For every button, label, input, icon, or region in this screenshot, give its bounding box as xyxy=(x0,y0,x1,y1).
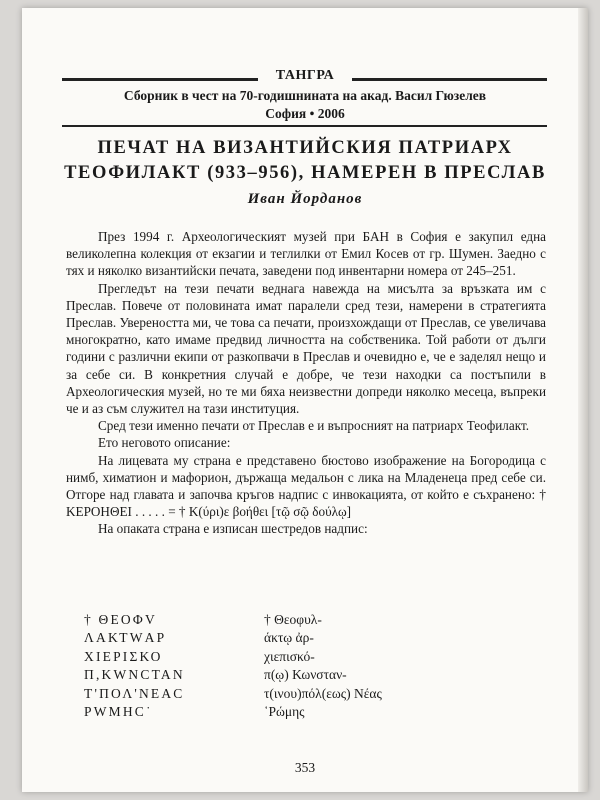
paragraph: На опаката страна е изписан шестредов надпис: xyxy=(98,521,368,537)
transcription-line: χιεπισκό- xyxy=(264,648,315,664)
series-title: ТАНГРА xyxy=(275,68,335,83)
inscription-line: Π,ΚWΝCΤΑΝ xyxy=(84,667,185,683)
book-spine-shadow xyxy=(578,8,588,792)
inscription-line: † ΘΕΟΦV xyxy=(84,612,157,627)
article-title xyxy=(52,136,558,186)
article-author: Иван Йорданов xyxy=(247,191,363,207)
page-number: 353 xyxy=(294,760,316,775)
inscription-line: ΡWΜΗC˙ xyxy=(84,704,153,720)
paragraph: Сред тези именно печати от Преслав е и въпросният на патриарх Теофилакт. xyxy=(98,418,530,434)
transcription-line: τ(ινου)πόλ(εως) Νέας xyxy=(264,685,382,701)
inscription-line: Τ'ΠΟΛ'ΝΕΑC xyxy=(84,685,185,701)
book-page xyxy=(22,8,588,792)
inscription-transcription xyxy=(264,611,524,721)
transcription-line: ῾Ρώμης xyxy=(264,704,305,720)
paragraph: През 1994 г. Археологическият музей при БАН в София е закупил една великолепна колекция от екзагии и теглилки от Емил Косев от гр. Шумен. Заедно с тях и няколко византийски печата, заведени под инвентарни номера от 245–251. xyxy=(66,229,546,279)
article-body xyxy=(66,228,546,538)
transcription-line: † Θεοφυλ- xyxy=(264,612,322,627)
collection-title: Сборник в чест на 70-годишнината на акад. Васил Гюзелев xyxy=(123,88,487,103)
article-title-line-1: ПЕЧАТ НА ВИЗАНТИЙСКИЯ ПАТРИАРХ xyxy=(97,138,513,158)
header-divider xyxy=(62,125,547,127)
inscription-line: ΧΙΕΡΙΣΚΟ xyxy=(84,648,163,664)
paragraph: Прегледът на тези печати веднага навежда на мисълта за връзката им с Преслав. Повече от половината имат паралели сред тези, намерени в стратегията Преслав. Увереността ми, че това са печати, произхождащи от Преслав, се увеличава многократно, като имаме предвид личността на собственика. Той работи от дълги години с различни екипи от разкопвачи в Преслав и очевидно е, че е заделял нещо и за себе си. В конкретния случай е добре, че тези находки са постъпили в Археологическия музей, но те ми бяха неизвестни допреди няколко месеца, въпреки че и аз съм служител на тази институция. xyxy=(66,280,546,417)
article-title-line-2: ТЕОФИЛАКТ (933–956), НАМЕРЕН В ПРЕСЛАВ xyxy=(64,163,546,183)
paragraph: На лицевата му страна е представено бюстово изображение на Богородица с нимб, химатион и мафорион, държаща медальон с лика на Младенеца пред себе си. Отгоре над главата и започва кръгов надпис с инвокацията, от който е съхранено: † ΚΕΡΟΗΘΕΙ . . . . . = † Κ(ύρι)ε βοήθει [τῷ σῷ δούλῳ] xyxy=(66,452,546,520)
inscription-line: ΛΑΚΤWΑΡ xyxy=(84,630,167,646)
inscription-original xyxy=(84,611,264,721)
transcription-line: π(ῳ) Κωνσταν- xyxy=(264,667,347,683)
paragraph: Ето неговото описание: xyxy=(98,435,231,451)
place-year: София • 2006 xyxy=(265,106,345,121)
transcription-line: άκτῳ ἀρ- xyxy=(264,630,314,646)
